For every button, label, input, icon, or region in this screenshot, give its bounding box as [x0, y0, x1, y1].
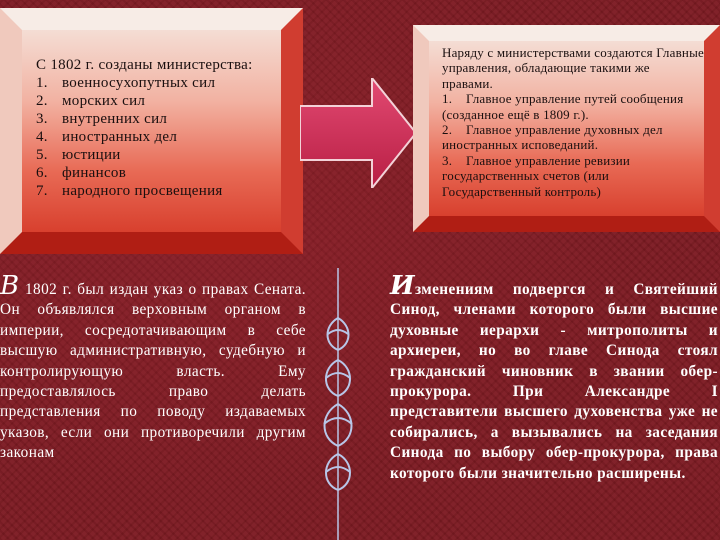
- main-directorates-box: [413, 25, 720, 232]
- main-directorate-item: 1. Главное управление путей сообщения (созданное ещё в 1809 г.).: [442, 91, 687, 122]
- ministry-item: [36, 164, 281, 182]
- ministry-item-label: народного просвещения: [62, 183, 223, 199]
- ministries-list: [36, 74, 281, 200]
- senate-text: 1802 г. был издан указ о правах Сената. Он объявлялся верховным органом в империи, сосредотачивающим в себе высшую административную, судебную и контролирующую власть. Ему предоставлялось право делать представления по поводу издаваемых указов, если они противоречили другим законам: [0, 281, 306, 462]
- ministry-item: [36, 182, 281, 200]
- main-directorates-intro: Наряду с министерствами создаются Главные управления, обладающие такими же правами.: [442, 45, 704, 91]
- ministries-box-content: [22, 30, 281, 232]
- main-directorates-box-content: [429, 41, 704, 216]
- ministry-item-label: внутренних сил: [62, 111, 168, 127]
- ministry-item-number: 3.: [36, 111, 48, 127]
- synod-dropcap: И: [390, 271, 415, 301]
- synod-paragraph: [390, 271, 718, 484]
- ministry-item-label: военносухопутных сил: [62, 75, 216, 91]
- ministry-item-number: 5.: [36, 147, 48, 163]
- senate-paragraph: [0, 271, 306, 464]
- ministry-item-number: 7.: [36, 183, 48, 199]
- ministry-item-label: юстиции: [62, 147, 121, 163]
- main-directorate-item: 3. Главное управление ревизии государственных счетов (или Государственный контроль): [442, 152, 634, 199]
- synod-text: зменениям подвергся и Святейший Синод, членами которого были высшие духовные иерархи - митрополиты и архиереи, но во главе Синода стоял гражданский чиновник в звании обер-прокурора. При Александре I представители высшего духовенства уже не собирались, а вызывались на заседания Синода по выбору обер-прокурора, права которого были значительно расширены.: [390, 281, 718, 482]
- ministry-item: [36, 128, 281, 146]
- ministry-item-number: 1.: [36, 75, 48, 91]
- ministry-item: [36, 92, 281, 110]
- ministry-item-label: иностранных дел: [62, 129, 178, 145]
- ministry-item-label: финансов: [62, 165, 127, 181]
- ministry-item-number: 4.: [36, 129, 48, 145]
- senate-dropcap: В: [0, 271, 20, 301]
- main-directorate-item: 2. Главное управление духовных дел иностранных исповеданий.: [442, 122, 667, 153]
- arrow-right-icon: [300, 78, 418, 188]
- ministry-item: [36, 146, 281, 164]
- ministry-item: [36, 110, 281, 128]
- ministries-title: С 1802 г. созданы министерства:: [36, 57, 253, 73]
- ministries-box: [0, 8, 303, 254]
- main-directorates-list: [442, 91, 704, 199]
- ministry-item-number: 6.: [36, 165, 48, 181]
- ministry-item-label: морских сил: [62, 93, 146, 109]
- ministry-item-number: 2.: [36, 93, 48, 109]
- ornament-divider-icon: [318, 268, 358, 540]
- ministry-item: [36, 74, 281, 92]
